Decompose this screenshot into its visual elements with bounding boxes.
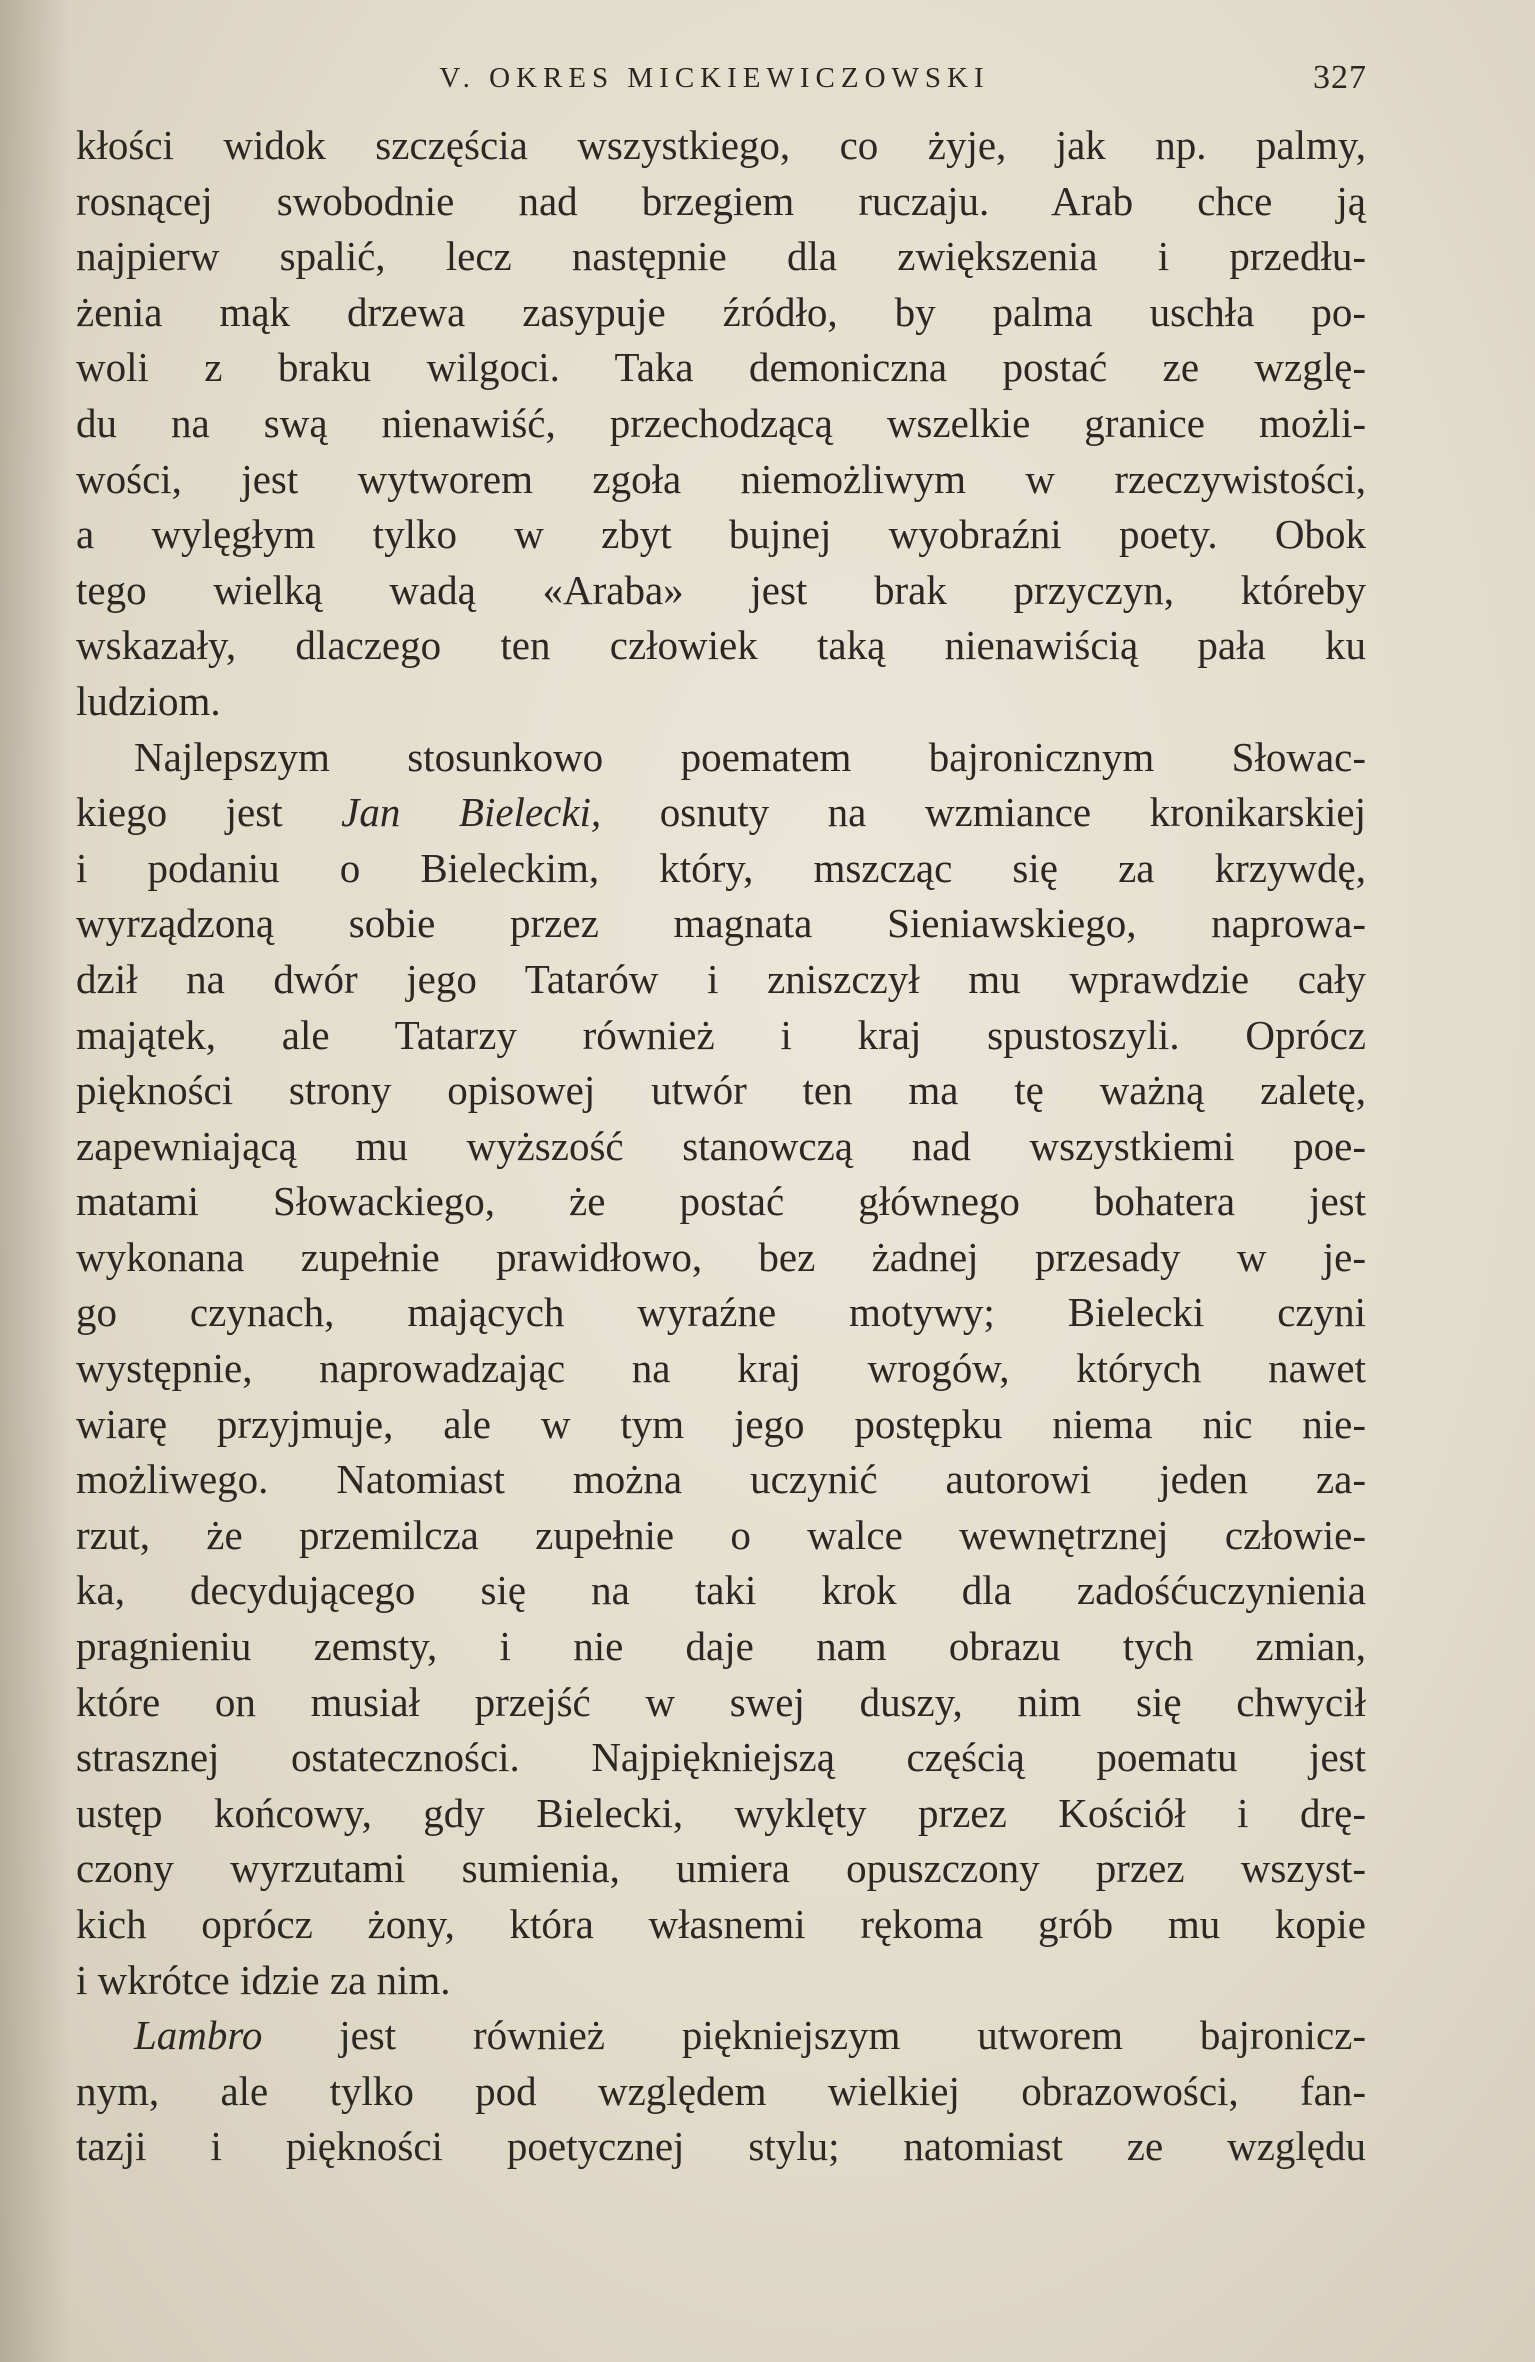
text-line: rzut, że przemilcza zupełnie o walce wewnętrznej człowie-	[76, 1511, 1366, 1558]
text-line: nym, ale tylko pod względem wielkiej obrazowości, fan-	[76, 2067, 1366, 2114]
text-line: ludziom.	[76, 677, 221, 724]
text-line: żenia mąk drzewa zasypuje źródło, by palma uschła po-	[76, 288, 1366, 335]
page-header	[76, 52, 1367, 104]
text-line: wyrządzoną sobie przez magnata Sieniawskiego, naprowa-	[76, 900, 1366, 947]
text-fragment: osnuty na wzmiance kronikarskiej	[659, 789, 1366, 836]
text-line: tego wielką wadą «Araba» jest brak przyczyn, któreby	[76, 566, 1366, 613]
text-line: i podaniu o Bieleckim, który, mszcząc się za krzywdę,	[76, 844, 1366, 891]
text-line: pragnieniu zemsty, i nie daje nam obrazu tych zmian,	[76, 1623, 1366, 1670]
running-head: V. OKRES MICKIEWICZOWSKI	[439, 61, 990, 94]
work-title-lambro: Lambro	[134, 2012, 263, 2059]
text-line: strasznej ostateczności. Najpiękniejszą częścią poematu jest	[76, 1734, 1366, 1781]
paragraph-3	[76, 2008, 1366, 2175]
text-line: wskazały, dlaczego ten człowiek taką nienawiścią pała ku	[76, 622, 1366, 669]
text-line: czony wyrzutami sumienia, umiera opuszczony przez wszyst-	[76, 1845, 1366, 1892]
text-line: piękności strony opisowej utwór ten ma tę ważną zaletę,	[76, 1067, 1366, 1114]
text-line-with-title	[76, 2008, 1366, 2064]
text-line: matami Słowackiego, że postać głównego bohatera jest	[76, 1178, 1366, 1225]
text-line: najpierw spalić, lecz następnie dla zwiększenia i przedłu-	[76, 233, 1366, 280]
text-line: tazji i piękności poetycznej stylu; natomiast ze względu	[76, 2123, 1366, 2170]
page-number: 327	[1313, 59, 1367, 96]
text-line: woli z braku wilgoci. Taka demoniczna postać ze wzglę-	[76, 344, 1366, 391]
text-line: go czynach, mających wyraźne motywy; Bielecki czyni	[76, 1289, 1366, 1336]
text-line: które on musiał przejść w swej duszy, nim się chwycił	[76, 1678, 1366, 1725]
text-line: Najlepszym stosunkowo poematem bajronicznym Słowac-	[134, 733, 1366, 780]
text-line: majątek, ale Tatarzy również i kraj spustoszyli. Oprócz	[76, 1011, 1366, 1058]
text-line: a wylęgłym tylko w zbyt bujnej wyobraźni poety. Obok	[76, 511, 1366, 558]
text-line: ka, decydującego się na taki krok dla zadośćuczynienia	[76, 1567, 1366, 1614]
text-line: wykonana zupełnie prawidłowo, bez żadnej przesady w je-	[76, 1233, 1366, 1280]
paragraph-1	[76, 118, 1366, 730]
text-line: i wkrótce idzie za nim.	[76, 1956, 451, 2003]
text-line-with-title	[76, 785, 1366, 841]
body-text	[76, 118, 1366, 2175]
paragraph-2	[76, 730, 1366, 2009]
text-line: kich oprócz żony, która własnemi rękoma grób mu kopie	[76, 1901, 1366, 1947]
text-line: wości, jest wytworem zgoła niemożliwym w rzeczywistości,	[76, 455, 1366, 502]
text-line: wiarę przyjmuje, ale w tym jego postępku niema nic nie-	[76, 1400, 1366, 1447]
text-line: występnie, naprowadzając na kraj wrogów, których nawet	[76, 1345, 1366, 1392]
text-line: du na swą nienawiść, przechodzącą wszelkie granice możli-	[76, 399, 1366, 446]
text-fragment: jest również piękniejszym utworem bajronicz-	[339, 2012, 1366, 2059]
text-line: zapewniającą mu wyższość stanowczą nad wszystkiemi poe-	[76, 1122, 1366, 1169]
text-line: możliwego. Natomiast można uczynić autorowi jeden za-	[76, 1456, 1366, 1503]
text-fragment: kiego jest	[76, 789, 283, 836]
work-title-jan-bielecki: Jan Bielecki,	[341, 789, 602, 836]
text-line: ustęp końcowy, gdy Bielecki, wyklęty przez Kościół i drę-	[76, 1789, 1366, 1836]
text-line: rosnącej swobodnie nad brzegiem ruczaju. Arab chce ją	[76, 177, 1366, 224]
text-line: kłości widok szczęścia wszystkiego, co żyje, jak np. palmy,	[76, 122, 1366, 168]
text-line: dził na dwór jego Tatarów i zniszczył mu wprawdzie cały	[76, 955, 1366, 1002]
